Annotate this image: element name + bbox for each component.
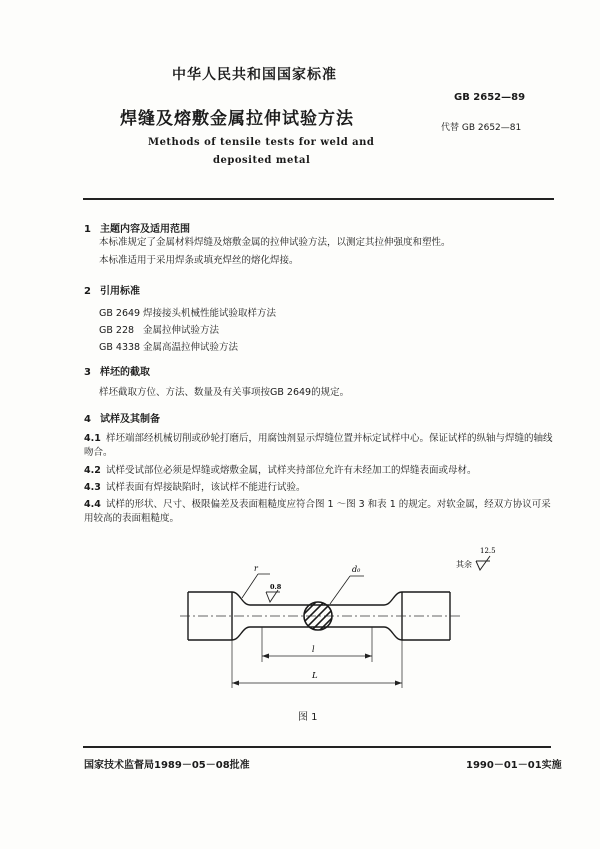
reference-title: 金属拉伸试验方法	[143, 325, 220, 336]
clause-text: 试样受试部位必须是焊缝或熔敷金属，试样夹持部位允许有未经加工的焊缝表面或母材。	[106, 465, 477, 476]
section-title: 主题内容及适用范围	[100, 224, 190, 235]
standard-number: GB 2652—89	[454, 92, 526, 103]
clause-4-3	[84, 481, 554, 495]
clause-4-4	[84, 498, 554, 526]
reference-code: GB 4338	[99, 342, 141, 353]
section-2-heading	[84, 282, 140, 297]
section-1-paragraph-1: 本标准规定了金属材料焊缝及熔敷金属的拉伸试验方法，以测定其拉伸强度和塑性。	[99, 237, 451, 248]
parallel-length-dimension	[232, 640, 402, 688]
reference-item	[99, 305, 276, 319]
reference-code: GB 2649	[99, 308, 141, 319]
national-standard-heading: 中华人民共和国国家标准	[172, 67, 337, 83]
clause-number: 4.1	[84, 433, 101, 444]
svg-text:d₀: d₀	[352, 565, 361, 574]
header-divider	[83, 198, 554, 200]
cross-section-hatched	[298, 588, 340, 636]
section-number: 1	[84, 224, 91, 235]
title-english-line2: deposited metal	[213, 155, 311, 166]
reference-item	[99, 339, 238, 353]
svg-text:l: l	[312, 645, 315, 654]
approval-date: 国家技术监督局1989－05－08批准	[84, 760, 250, 771]
title-english	[148, 134, 374, 170]
gauge-length-dimension	[262, 627, 372, 662]
section-title: 引用标准	[100, 286, 140, 297]
section-number: 4	[84, 414, 91, 425]
section-3-paragraph: 样坯截取方位、方法、数量及有关事项按GB 2649的规定。	[99, 387, 350, 398]
svg-text:其余: 其余	[456, 560, 472, 569]
section-4-heading	[84, 410, 160, 425]
roughness-0-8-symbol	[266, 583, 282, 602]
clause-text: 试样表面有焊接缺陷时，该试样不能进行试验。	[106, 482, 306, 493]
reference-item	[99, 322, 219, 336]
reference-title: 焊接接头机械性能试验取样方法	[143, 308, 277, 319]
section-1-paragraph-2: 本标准适用于采用焊条或填充焊丝的熔化焊接。	[99, 255, 299, 266]
clause-4-2	[84, 464, 554, 478]
figure-caption: 图 1	[298, 712, 318, 723]
replaces-standard: 代替 GB 2652—81	[441, 123, 522, 133]
section-title: 试样及其制备	[100, 414, 160, 425]
clause-number: 4.2	[84, 465, 101, 476]
section-number: 3	[84, 367, 91, 378]
reference-title: 金属高温拉伸试验方法	[143, 342, 239, 353]
svg-text:12.5: 12.5	[480, 547, 496, 555]
section-title: 样坯的截取	[100, 367, 150, 378]
title-english-line1: Methods of tensile tests for weld and	[148, 137, 375, 148]
effective-date: 1990－01－01实施	[466, 760, 562, 771]
svg-text:L: L	[312, 671, 318, 681]
footer-divider	[83, 746, 551, 748]
clause-number: 4.3	[84, 482, 101, 493]
clause-number: 4.4	[84, 499, 101, 510]
clause-text: 样坯端部经机械切削或砂轮打磨后，用腐蚀剂显示焊缝位置并标定试样中心。保证试样的纵轴与焊缝的轴线吻合。	[84, 433, 553, 458]
section-1-heading	[84, 220, 190, 235]
roughness-rest-symbol	[456, 547, 496, 570]
svg-text:r: r	[254, 564, 258, 573]
reference-code: GB 228	[99, 325, 135, 336]
clause-4-1	[84, 432, 554, 460]
section-3-heading	[84, 363, 150, 378]
figure-1-specimen-drawing	[0, 540, 600, 700]
clause-text: 试样的形状、尺寸、极限偏差及表面粗糙度应符合图 1 ～图 3 和表 1 的规定。对软金属，经双方协议可采用较高的表面粗糙度。	[84, 499, 551, 524]
radius-label	[242, 564, 270, 598]
svg-text:0.8: 0.8	[270, 583, 282, 591]
section-number: 2	[84, 286, 91, 297]
diameter-label	[330, 565, 364, 604]
title-chinese: 焊缝及熔敷金属拉伸试验方法	[120, 109, 354, 129]
